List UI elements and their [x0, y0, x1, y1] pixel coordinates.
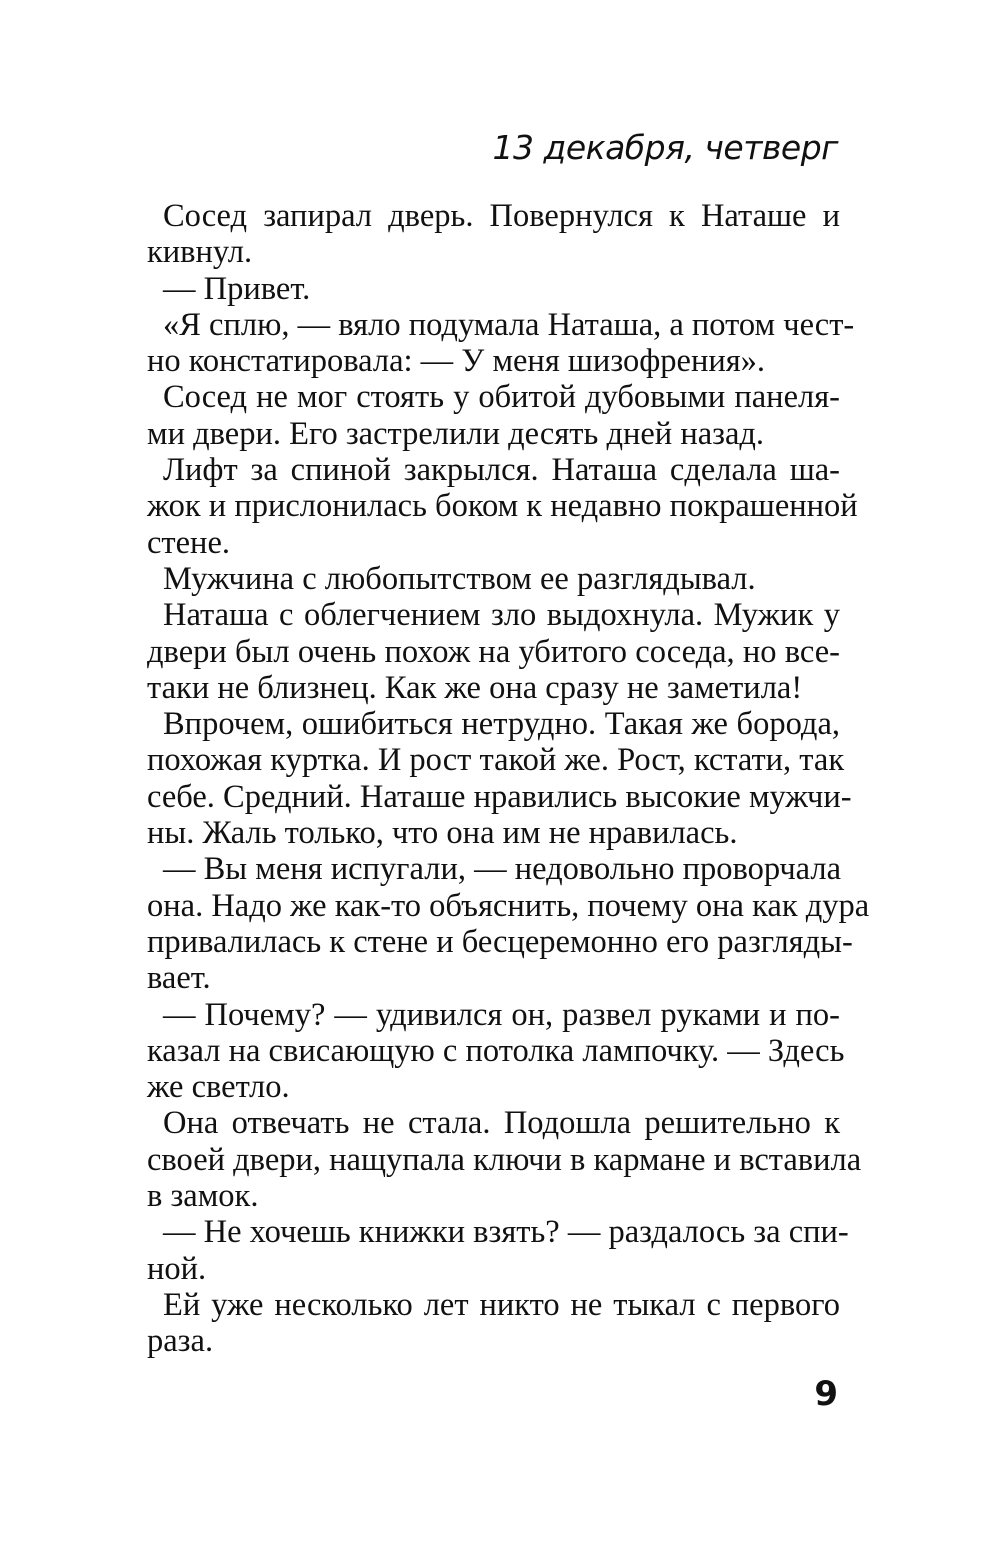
- text-line: ной.: [147, 1250, 207, 1287]
- text-line: Мужчина с любопытством ее разглядывал.: [163, 560, 756, 597]
- text-line: она. Надо же как-то объяснить, почему она как дура: [147, 887, 870, 924]
- text-line: похожая куртка. И рост такой же. Рост, кстати, так: [147, 742, 845, 779]
- text-line: казал на свисающую с потолка лампочку. — Здесь: [147, 1032, 845, 1069]
- text-line: таки не близнец. Как же она сразу не заметила!: [147, 669, 803, 706]
- text-line: Ей уже несколько лет никто не тыкал с первого: [163, 1286, 840, 1323]
- text-line: — Почему? — удивился он, развел руками и по-: [163, 996, 840, 1033]
- text-line: — Не хочешь книжки взять? — раздалось за спи-: [163, 1214, 849, 1251]
- text-line: Впрочем, ошибиться нетрудно. Такая же борода,: [163, 706, 840, 743]
- text-line: же светло.: [147, 1069, 290, 1106]
- text-line: раза.: [147, 1323, 214, 1360]
- text-line: — Привет.: [163, 270, 311, 307]
- text-line: в замок.: [147, 1178, 259, 1215]
- page-number: 9: [814, 1374, 838, 1414]
- text-line: себе. Средний. Наташе нравились высокие мужчи-: [147, 778, 852, 815]
- text-line: привалилась к стене и бесцеремонно его разгляды-: [147, 923, 853, 960]
- text-line: Сосед не мог стоять у обитой дубовыми панеля-: [163, 379, 840, 416]
- body-text: [147, 198, 870, 1360]
- text-line: вает.: [147, 960, 211, 997]
- text-line: жок и прислонилась боком к недавно покрашенной: [147, 488, 858, 525]
- text-line: но констатировала: — У меня шизофрения».: [147, 343, 766, 380]
- text-line: — Вы меня испугали, — недовольно проворчала: [163, 851, 842, 888]
- text-line: Наташа с облегчением зло выдохнула. Мужик у: [163, 597, 840, 634]
- text-line: двери был очень похож на убитого соседа, но все-: [147, 633, 840, 670]
- text-line: стене.: [147, 524, 230, 561]
- running-header: 13 декабря, четверг: [492, 128, 838, 167]
- text-line: Лифт за спиной закрылся. Наташа сделала ша-: [163, 452, 840, 489]
- text-line: Она отвечать не стала. Подошла решительно к: [163, 1105, 840, 1142]
- text-line: кивнул.: [147, 234, 253, 271]
- text-line: своей двери, нащупала ключи в кармане и вставила: [147, 1141, 862, 1178]
- text-line: Сосед запирал дверь. Повернулся к Наташе и: [163, 198, 840, 234]
- text-line: «Я сплю, — вяло подумала Наташа, а потом чест-: [163, 306, 855, 343]
- text-line: ны. Жаль только, что она им не нравилась.: [147, 815, 738, 852]
- text-line: ми двери. Его застрелили десять дней назад.: [147, 415, 765, 452]
